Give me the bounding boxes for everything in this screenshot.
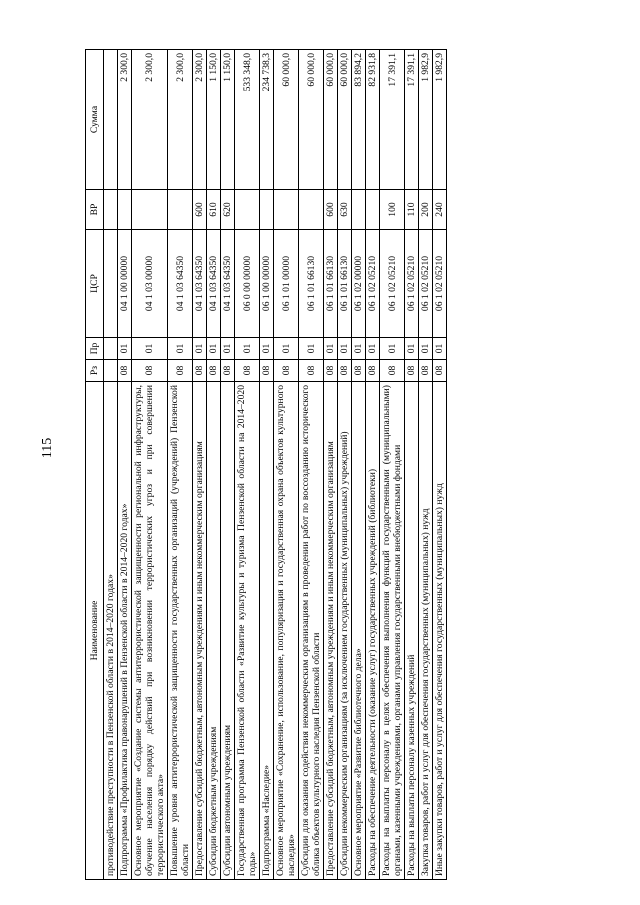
row-rz: 08 bbox=[193, 360, 207, 382]
row-csr: 06 1 02 05210 bbox=[419, 230, 433, 338]
row-name: противодействие преступности в Пензенской области в 2014–2020 годах» bbox=[104, 382, 118, 880]
row-csr: 04 1 03 00000 bbox=[132, 230, 168, 338]
row-sum: 1 982,9 bbox=[419, 50, 433, 190]
page-number: 115 bbox=[40, 437, 55, 459]
row-csr: 04 1 03 64350 bbox=[193, 230, 207, 338]
row-csr: 06 1 02 05210 bbox=[380, 230, 405, 338]
table-row bbox=[104, 50, 118, 880]
row-pr: 01 bbox=[324, 338, 338, 360]
row-rz: 08 bbox=[338, 360, 352, 382]
row-sum: 82 931,8 bbox=[366, 50, 380, 190]
row-pr: 01 bbox=[221, 338, 235, 360]
table-row bbox=[338, 50, 352, 880]
row-name: Подпрограмма «Наследие» bbox=[260, 382, 274, 880]
row-sum: 17 391,1 bbox=[380, 50, 405, 190]
table-row bbox=[419, 50, 433, 880]
table-row bbox=[324, 50, 338, 880]
header-pr: Пр bbox=[86, 338, 104, 360]
row-vr bbox=[260, 190, 274, 230]
row-vr bbox=[235, 190, 260, 230]
table-row bbox=[193, 50, 207, 880]
row-sum: 2 300,0 bbox=[193, 50, 207, 190]
table-row bbox=[235, 50, 260, 880]
row-sum: 60 000,0 bbox=[299, 50, 324, 190]
row-csr: 06 1 00 00000 bbox=[260, 230, 274, 338]
row-rz bbox=[104, 360, 118, 382]
row-pr: 01 bbox=[352, 338, 366, 360]
row-name: Повышение уровня антитеррористической защищенности государственных организаций (учреждений) Пензенской области bbox=[168, 382, 193, 880]
row-pr: 01 bbox=[274, 338, 299, 360]
row-sum: 60 000,0 bbox=[338, 50, 352, 190]
row-vr: 600 bbox=[324, 190, 338, 230]
row-pr: 01 bbox=[260, 338, 274, 360]
row-pr: 01 bbox=[366, 338, 380, 360]
row-name: Субсидии для оказания содействия некоммерческим организациям в проведении работ по воссозданию исторического облика объектов культурного наследия Пензенской области bbox=[299, 382, 324, 880]
row-vr bbox=[168, 190, 193, 230]
row-sum: 2 300,0 bbox=[132, 50, 168, 190]
header-vr: ВР bbox=[86, 190, 104, 230]
row-vr bbox=[352, 190, 366, 230]
row-csr: 04 1 03 64350 bbox=[221, 230, 235, 338]
row-name: Субсидии бюджетным учреждениям bbox=[207, 382, 221, 880]
table-row bbox=[366, 50, 380, 880]
row-csr: 06 1 01 66130 bbox=[324, 230, 338, 338]
row-rz: 08 bbox=[433, 360, 447, 382]
row-rz: 08 bbox=[366, 360, 380, 382]
row-pr bbox=[104, 338, 118, 360]
row-sum: 1 150,0 bbox=[221, 50, 235, 190]
row-vr: 110 bbox=[405, 190, 419, 230]
table-row bbox=[132, 50, 168, 880]
row-pr: 01 bbox=[193, 338, 207, 360]
row-name: Основное мероприятие «Сохранение, использование, популяризация и государственная охрана объектов культурного наследия» bbox=[274, 382, 299, 880]
table-row bbox=[260, 50, 274, 880]
row-name: Расходы на выплаты персоналу в целях обеспечения выполнения функций государственными (муниципальными) органами, казенными учреждениями, органами управления государственными внебюджетными фондами bbox=[380, 382, 405, 880]
row-rz: 08 bbox=[260, 360, 274, 382]
header-name: Наименование bbox=[86, 382, 104, 880]
row-pr: 01 bbox=[207, 338, 221, 360]
row-csr: 06 1 02 05210 bbox=[366, 230, 380, 338]
row-rz: 08 bbox=[405, 360, 419, 382]
row-sum: 234 738,3 bbox=[260, 50, 274, 190]
row-name: Расходы на выплаты персоналу казенных учреждений bbox=[405, 382, 419, 880]
row-vr: 200 bbox=[419, 190, 433, 230]
row-sum: 17 391,1 bbox=[405, 50, 419, 190]
table-row bbox=[207, 50, 221, 880]
row-name: Государственная программа Пензенской области «Развитие культуры и туризма Пензенской области на 2014–2020 годы» bbox=[235, 382, 260, 880]
row-vr: 100 bbox=[380, 190, 405, 230]
row-csr: 06 1 01 66130 bbox=[299, 230, 324, 338]
row-name: Основное мероприятие «Создание системы антитеррористической защищенности региональной инфраструктуры, обучение населения порядку действий при возникновении террористических угроз и при совершении террористического акта» bbox=[132, 382, 168, 880]
table-row bbox=[118, 50, 132, 880]
row-vr bbox=[366, 190, 380, 230]
table-header-row bbox=[86, 50, 104, 880]
row-sum: 83 894,2 bbox=[352, 50, 366, 190]
row-sum: 60 000,0 bbox=[324, 50, 338, 190]
row-pr: 01 bbox=[338, 338, 352, 360]
row-rz: 08 bbox=[274, 360, 299, 382]
row-pr: 01 bbox=[380, 338, 405, 360]
row-pr: 01 bbox=[299, 338, 324, 360]
row-pr: 01 bbox=[433, 338, 447, 360]
row-sum: 1 150,0 bbox=[207, 50, 221, 190]
row-name: Субсидии автономным учреждениям bbox=[221, 382, 235, 880]
row-vr: 240 bbox=[433, 190, 447, 230]
header-rz: Рз bbox=[86, 360, 104, 382]
row-sum: 2 300,0 bbox=[168, 50, 193, 190]
row-name: Расходы на обеспечение деятельности (оказание услуг) государственных учреждений (библиотеки) bbox=[366, 382, 380, 880]
row-csr: 04 1 00 00000 bbox=[118, 230, 132, 338]
table-row bbox=[352, 50, 366, 880]
row-vr: 630 bbox=[338, 190, 352, 230]
row-rz: 08 bbox=[324, 360, 338, 382]
row-name: Иные закупки товаров, работ и услуг для обеспечения государственных (муниципальных) нужд bbox=[433, 382, 447, 880]
row-vr bbox=[132, 190, 168, 230]
row-vr: 610 bbox=[207, 190, 221, 230]
row-csr: 06 1 01 00000 bbox=[274, 230, 299, 338]
row-pr: 01 bbox=[132, 338, 168, 360]
row-vr: 600 bbox=[193, 190, 207, 230]
table-body bbox=[104, 50, 447, 880]
table-row bbox=[380, 50, 405, 880]
row-name: Закупка товаров, работ и услуг для обеспечения государственных (муниципальных) нужд bbox=[419, 382, 433, 880]
row-csr: 04 1 03 64350 bbox=[207, 230, 221, 338]
table-row bbox=[168, 50, 193, 880]
row-name: Основное мероприятие «Развитие библиотечного дела» bbox=[352, 382, 366, 880]
row-csr: 06 0 00 00000 bbox=[235, 230, 260, 338]
row-rz: 08 bbox=[132, 360, 168, 382]
row-sum: 533 348,0 bbox=[235, 50, 260, 190]
row-pr: 01 bbox=[405, 338, 419, 360]
header-sum: Сумма bbox=[86, 50, 104, 190]
row-rz: 08 bbox=[221, 360, 235, 382]
table-row bbox=[405, 50, 419, 880]
header-csr: ЦСР bbox=[86, 230, 104, 338]
budget-table bbox=[85, 49, 447, 880]
row-name: Предоставление субсидий бюджетным, автономным учреждениям и иным некоммерческим организациям bbox=[324, 382, 338, 880]
row-csr: 06 1 01 66130 bbox=[338, 230, 352, 338]
row-name: Предоставление субсидий бюджетным, автономным учреждениям и иным некоммерческим организациям bbox=[193, 382, 207, 880]
row-csr: 06 1 02 05210 bbox=[433, 230, 447, 338]
table-row bbox=[433, 50, 447, 880]
row-sum: 2 300,0 bbox=[118, 50, 132, 190]
row-rz: 08 bbox=[207, 360, 221, 382]
row-pr: 01 bbox=[168, 338, 193, 360]
row-csr: 06 1 02 05210 bbox=[405, 230, 419, 338]
table-row bbox=[274, 50, 299, 880]
table-row bbox=[221, 50, 235, 880]
row-rz: 08 bbox=[299, 360, 324, 382]
row-rz: 08 bbox=[118, 360, 132, 382]
row-vr bbox=[104, 190, 118, 230]
table-row bbox=[299, 50, 324, 880]
row-name: Подпрограмма «Профилактика правонарушений в Пензенской области в 2014–2020 годах» bbox=[118, 382, 132, 880]
row-csr: 06 1 02 00000 bbox=[352, 230, 366, 338]
row-vr bbox=[299, 190, 324, 230]
row-vr bbox=[118, 190, 132, 230]
row-vr: 620 bbox=[221, 190, 235, 230]
row-sum: 60 000,0 bbox=[274, 50, 299, 190]
row-pr: 01 bbox=[419, 338, 433, 360]
row-sum bbox=[104, 50, 118, 190]
row-rz: 08 bbox=[352, 360, 366, 382]
row-pr: 01 bbox=[235, 338, 260, 360]
row-csr bbox=[104, 230, 118, 338]
row-rz: 08 bbox=[380, 360, 405, 382]
row-name: Субсидии некоммерческим организациям (за исключением государственных (муниципальных) учреждений) bbox=[338, 382, 352, 880]
budget-table-wrapper bbox=[85, 50, 605, 880]
row-rz: 08 bbox=[168, 360, 193, 382]
row-vr bbox=[274, 190, 299, 230]
row-rz: 08 bbox=[419, 360, 433, 382]
row-rz: 08 bbox=[235, 360, 260, 382]
row-csr: 04 1 03 64350 bbox=[168, 230, 193, 338]
row-sum: 1 982,9 bbox=[433, 50, 447, 190]
row-pr: 01 bbox=[118, 338, 132, 360]
